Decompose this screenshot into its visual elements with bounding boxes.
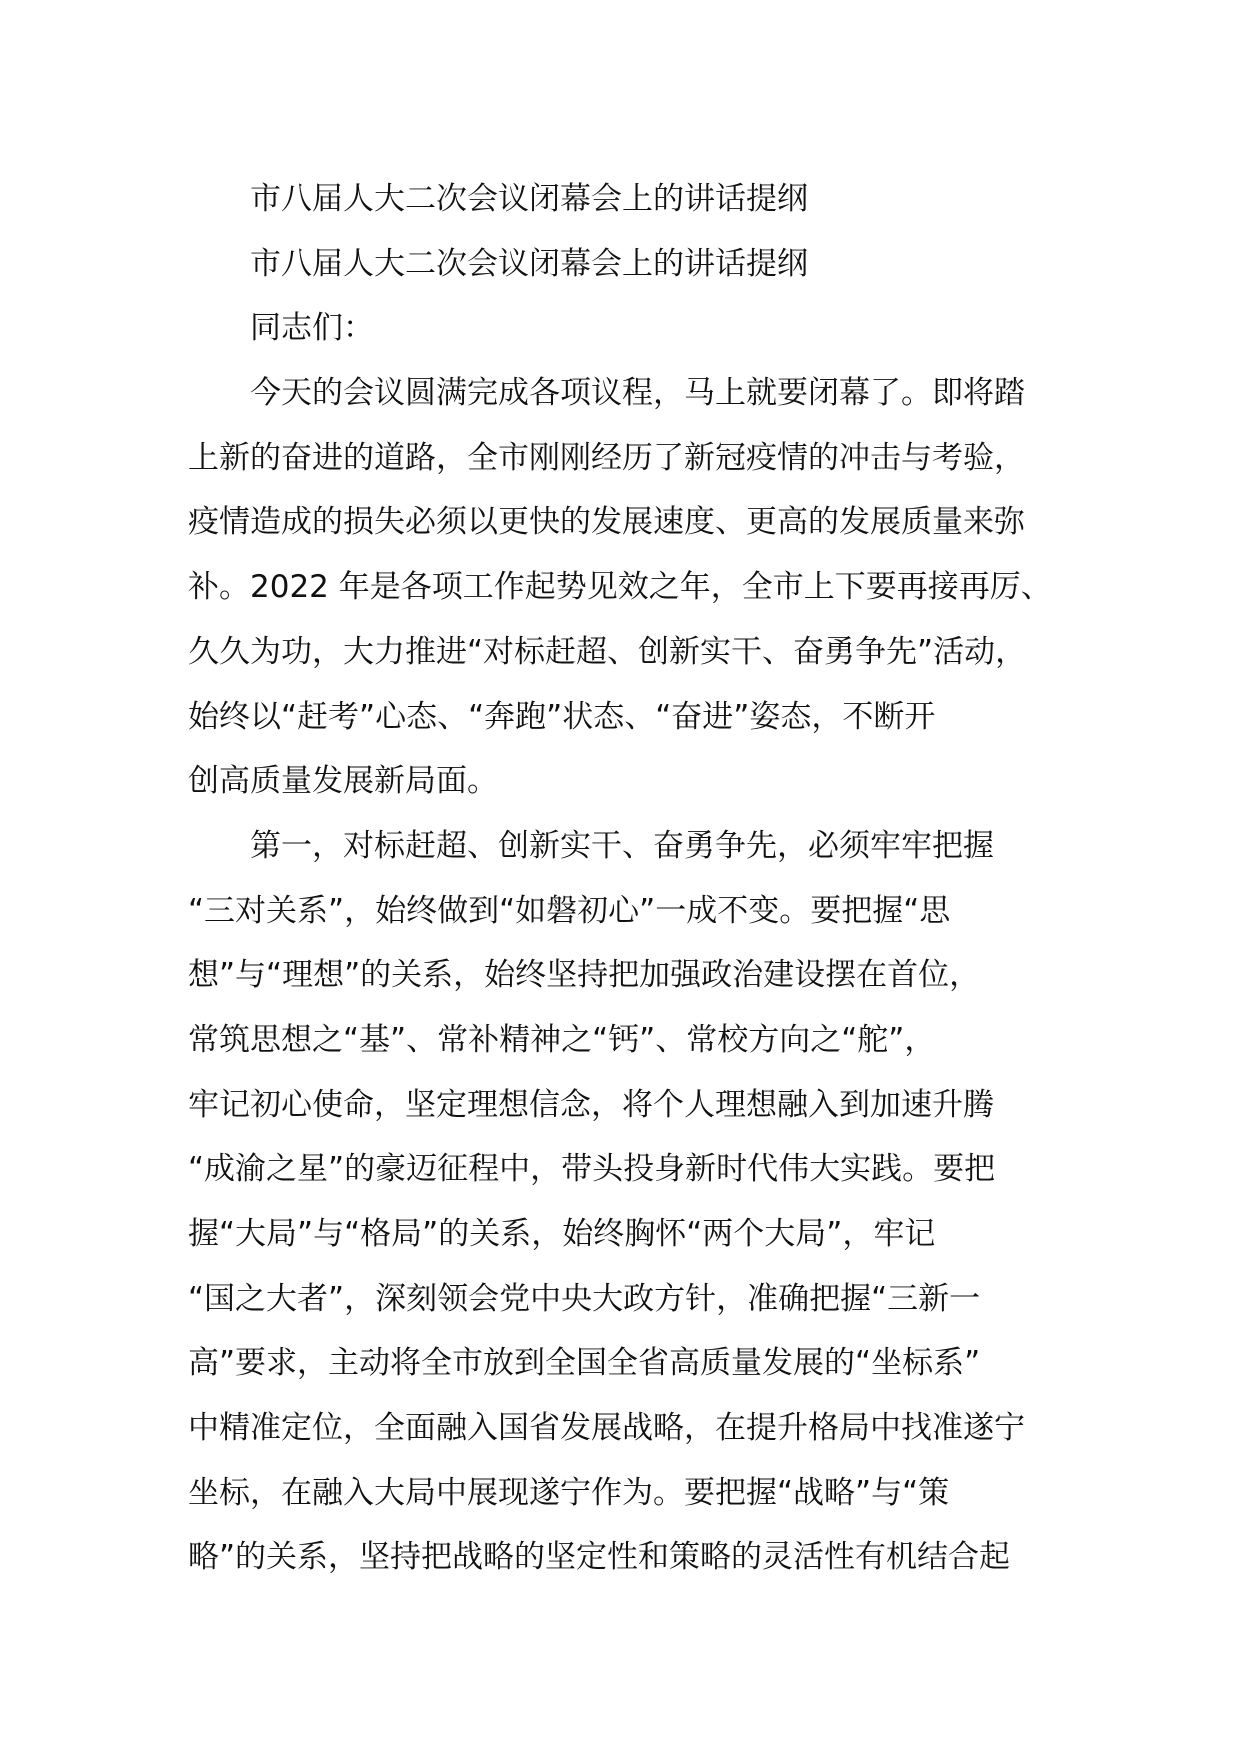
paragraph-line: 创高质量发展新局面。 — [188, 763, 498, 800]
paragraph-line: 始终以“赶考”心态、“奔跑”状态、“奋进”姿态，不断开 — [188, 698, 936, 735]
paragraph-line: “国之大者”，深刻领会党中央大政方针，准确把握“三新一 — [188, 1280, 981, 1317]
document-body — [188, 167, 1068, 1590]
paragraph-line: 高”要求，主动将全市放到全国全省高质量发展的“坐标系” — [188, 1345, 981, 1382]
document-title-repeat: 市八届人大二次会议闭幕会上的讲话提纲 — [250, 245, 808, 282]
paragraph-line: 补。2022 年是各项工作起势见效之年，全市上下要再接再厉、 — [188, 569, 1052, 606]
paragraph-line: 中精准定位，全面融入国省发展战略，在提升格局中找准遂宁 — [188, 1410, 1025, 1447]
paragraph-line: 握“大局”与“格局”的关系，始终胸怀“两个大局”，牢记 — [188, 1216, 936, 1252]
document-title: 市八届人大二次会议闭幕会上的讲话提纲 — [250, 181, 808, 217]
paragraph-line: 牢记初心使命，坚定理想信念，将个人理想融入到加速升腾 — [188, 1086, 994, 1123]
paragraph-line: 上新的奋进的道路，全市刚刚经历了新冠疫情的冲击与考验， — [188, 439, 1025, 476]
paragraph-first-point — [188, 814, 1068, 1590]
paragraph-line: 坐标，在融入大局中展现遂宁作为。要把握“战略”与“策 — [188, 1474, 950, 1511]
paragraph-opening — [188, 361, 1068, 814]
paragraph-line: 疫情造成的损失必须以更快的发展速度、更高的发展质量来弥 — [188, 504, 1025, 541]
paragraph-line: 久久为功，大力推进“对标赶超、创新实干、奋勇争先”活动， — [188, 633, 1027, 670]
salutation: 同志们： — [250, 310, 374, 347]
paragraph-line: 略”的关系，坚持把战略的坚定性和策略的灵活性有机结合起 — [188, 1539, 1011, 1576]
paragraph-line: “三对关系”，始终做到“如磐初心”一成不变。要把握“思 — [188, 892, 951, 929]
paragraph-line: 第一，对标赶超、创新实干、奋勇争先，必须牢牢把握 — [250, 827, 994, 864]
paragraph-line: 今天的会议圆满完成各项议程，马上就要闭幕了。即将踏 — [250, 375, 1025, 412]
paragraph-line: 常筑思想之“基”、常补精神之“钙”、常校方向之“舵”， — [188, 1021, 936, 1058]
paragraph-line: 想”与“理想”的关系，始终坚持把加强政治建设摆在首位， — [188, 957, 981, 994]
paragraph-line: “成渝之星”的豪迈征程中，带头投身新时代伟大实践。要把 — [188, 1151, 996, 1188]
